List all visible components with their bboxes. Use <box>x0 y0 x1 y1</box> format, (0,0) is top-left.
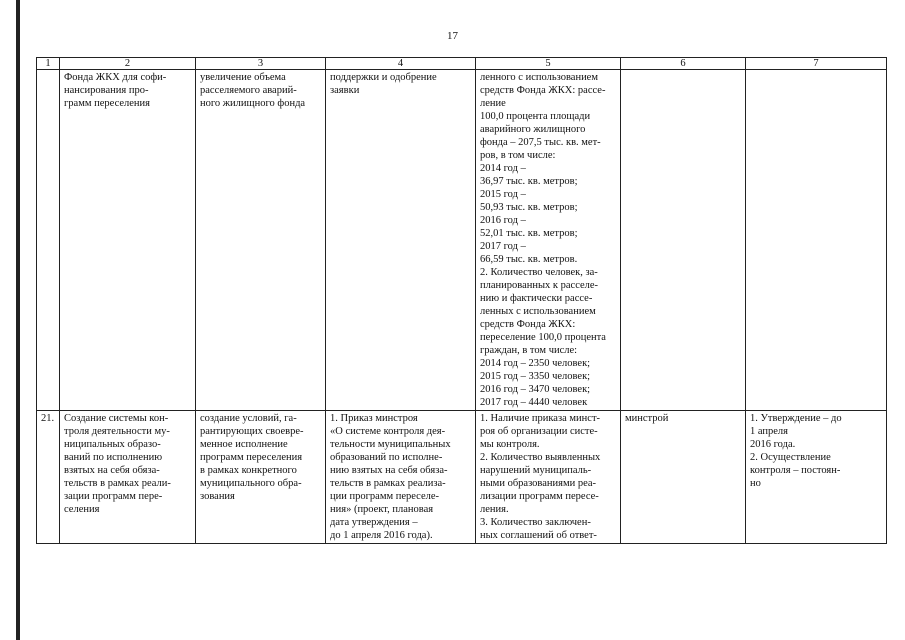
cell-line: 50,93 тыс. кв. метров; <box>480 202 578 213</box>
cell-line: ваний по исполнению <box>64 452 163 463</box>
cell-line: 1. Наличие приказа минст- <box>480 413 601 424</box>
cell-line: нарушений муниципаль- <box>480 465 592 476</box>
cell-line: ции программ переселе- <box>330 491 440 502</box>
table-row <box>37 411 887 544</box>
cell-line: но <box>750 478 761 489</box>
cell-line: 1 апреля <box>750 426 788 437</box>
document-table <box>36 57 887 544</box>
cell-line: 2014 год – <box>480 163 526 174</box>
cell-line: переселение 100,0 процента <box>480 332 606 343</box>
table-cell-col-7 <box>746 70 887 411</box>
cell-line: дата утверждения – <box>330 517 418 528</box>
table-cell-col-2 <box>60 70 196 411</box>
cell-line: 2017 год – 4440 человек <box>480 397 588 408</box>
cell-line: ров, в том числе: <box>480 150 556 161</box>
cell-line: ных соглашений об ответ- <box>480 530 597 541</box>
cell-line: 1. Приказ минстроя <box>330 413 418 424</box>
cell-line: зования <box>200 491 235 502</box>
cell-line: расселяемого аварий- <box>200 85 297 96</box>
table-cell-col-4 <box>326 70 476 411</box>
col-header-5: 5 <box>476 58 621 70</box>
cell-line: нию и фактически рассе- <box>480 293 593 304</box>
cell-line: зации программ пере- <box>64 491 163 502</box>
cell-line: 2014 год – 2350 человек; <box>480 358 591 369</box>
cell-line: грамм переселения <box>64 98 150 109</box>
col-header-3: 3 <box>196 58 326 70</box>
cell-line: увеличение объема <box>200 72 286 83</box>
cell-line: ного жилищного фонда <box>200 98 306 109</box>
cell-line: до 1 апреля 2016 года). <box>330 530 433 541</box>
cell-line: троля деятельности му- <box>64 426 170 437</box>
cell-line: тельности муниципальных <box>330 439 451 450</box>
cell-line: ния» (проект, плановая <box>330 504 434 515</box>
cell-line: ниципальных образо- <box>64 439 161 450</box>
table-cell-col-3 <box>196 70 326 411</box>
cell-line: поддержки и одобрение <box>330 72 437 83</box>
cell-line: лизации программ пересе- <box>480 491 599 502</box>
table-cell-col-1 <box>37 411 60 544</box>
table-cell-col-4 <box>326 411 476 544</box>
table-cell-col-1 <box>37 70 60 411</box>
col-header-4: 4 <box>326 58 476 70</box>
cell-line: «О системе контроля дея- <box>330 426 446 437</box>
cell-line: 66,59 тыс. кв. метров. <box>480 254 578 265</box>
header-row <box>37 58 887 70</box>
cell-line: 2017 год – <box>480 241 526 252</box>
cell-line: 52,01 тыс. кв. метров; <box>480 228 578 239</box>
cell-line: ленного с использованием <box>480 72 598 83</box>
cell-line: тельств в рамках реали- <box>64 478 171 489</box>
cell-line: Фонда ЖКХ для софи- <box>64 72 167 83</box>
left-margin-bar <box>16 0 20 640</box>
table-cell-col-5 <box>476 411 621 544</box>
cell-line: ления. <box>480 504 509 515</box>
cell-line: граждан, в том числе: <box>480 345 578 356</box>
table-cell-col-5 <box>476 70 621 411</box>
cell-line: программ переселения <box>200 452 303 463</box>
cell-line: взятых на себя обяза- <box>64 465 160 476</box>
cell-line: минстрой <box>625 413 669 424</box>
cell-line: 100,0 процента площади <box>480 111 591 122</box>
cell-line: ление <box>480 98 506 109</box>
page-number: 17 <box>447 30 458 42</box>
cell-line: 2. Количество человек, за- <box>480 267 598 278</box>
cell-line: ными образованиями реа- <box>480 478 597 489</box>
cell-line: планированных к расселе- <box>480 280 599 291</box>
cell-line: Создание системы кон- <box>64 413 169 424</box>
table-cell-col-3 <box>196 411 326 544</box>
cell-line: фонда – 207,5 тыс. кв. мет- <box>480 137 601 148</box>
col-header-1: 1 <box>37 58 60 70</box>
cell-line: муниципального обра- <box>200 478 302 489</box>
col-header-6: 6 <box>621 58 746 70</box>
cell-line: аварийного жилищного <box>480 124 586 135</box>
cell-line: роя об организации систе- <box>480 426 598 437</box>
cell-line: нансирования про- <box>64 85 149 96</box>
cell-line: нию взятых на себя обяза- <box>330 465 448 476</box>
cell-line: создание условий, га- <box>200 413 297 424</box>
cell-line: 36,97 тыс. кв. метров; <box>480 176 578 187</box>
table-row <box>37 70 887 411</box>
cell-line: средств Фонда ЖКХ: рассе- <box>480 85 606 96</box>
col-header-2: 2 <box>60 58 196 70</box>
cell-line: 2016 год – <box>480 215 526 226</box>
cell-line: заявки <box>330 85 360 96</box>
cell-line: 2015 год – <box>480 189 526 200</box>
cell-line: селения <box>64 504 100 515</box>
cell-line: ленных с использованием <box>480 306 596 317</box>
cell-line: 2016 год – 3470 человек; <box>480 384 591 395</box>
table-cell-col-7 <box>746 411 887 544</box>
cell-line: 2016 года. <box>750 439 796 450</box>
cell-line: менное исполнение <box>200 439 288 450</box>
cell-line: 2. Количество выявленных <box>480 452 601 463</box>
cell-line: средств Фонда ЖКХ: <box>480 319 576 330</box>
cell-line: тельств в рамках реализа- <box>330 478 446 489</box>
cell-line: рантирующих своевре- <box>200 426 304 437</box>
cell-line: 3. Количество заключен- <box>480 517 591 528</box>
cell-line: мы контроля. <box>480 439 540 450</box>
table-cell-col-6 <box>621 70 746 411</box>
cell-line: контроля – постоян- <box>750 465 841 476</box>
table-cell-col-6 <box>621 411 746 544</box>
table-cell-col-2 <box>60 411 196 544</box>
cell-line: 2015 год – 3350 человек; <box>480 371 591 382</box>
col-header-7: 7 <box>746 58 887 70</box>
cell-line: в рамках конкретного <box>200 465 297 476</box>
cell-line: образований по исполне- <box>330 452 443 463</box>
cell-line: 21. <box>41 413 55 424</box>
cell-line: 2. Осуществление <box>750 452 831 463</box>
cell-line: 1. Утверждение – до <box>750 413 842 424</box>
